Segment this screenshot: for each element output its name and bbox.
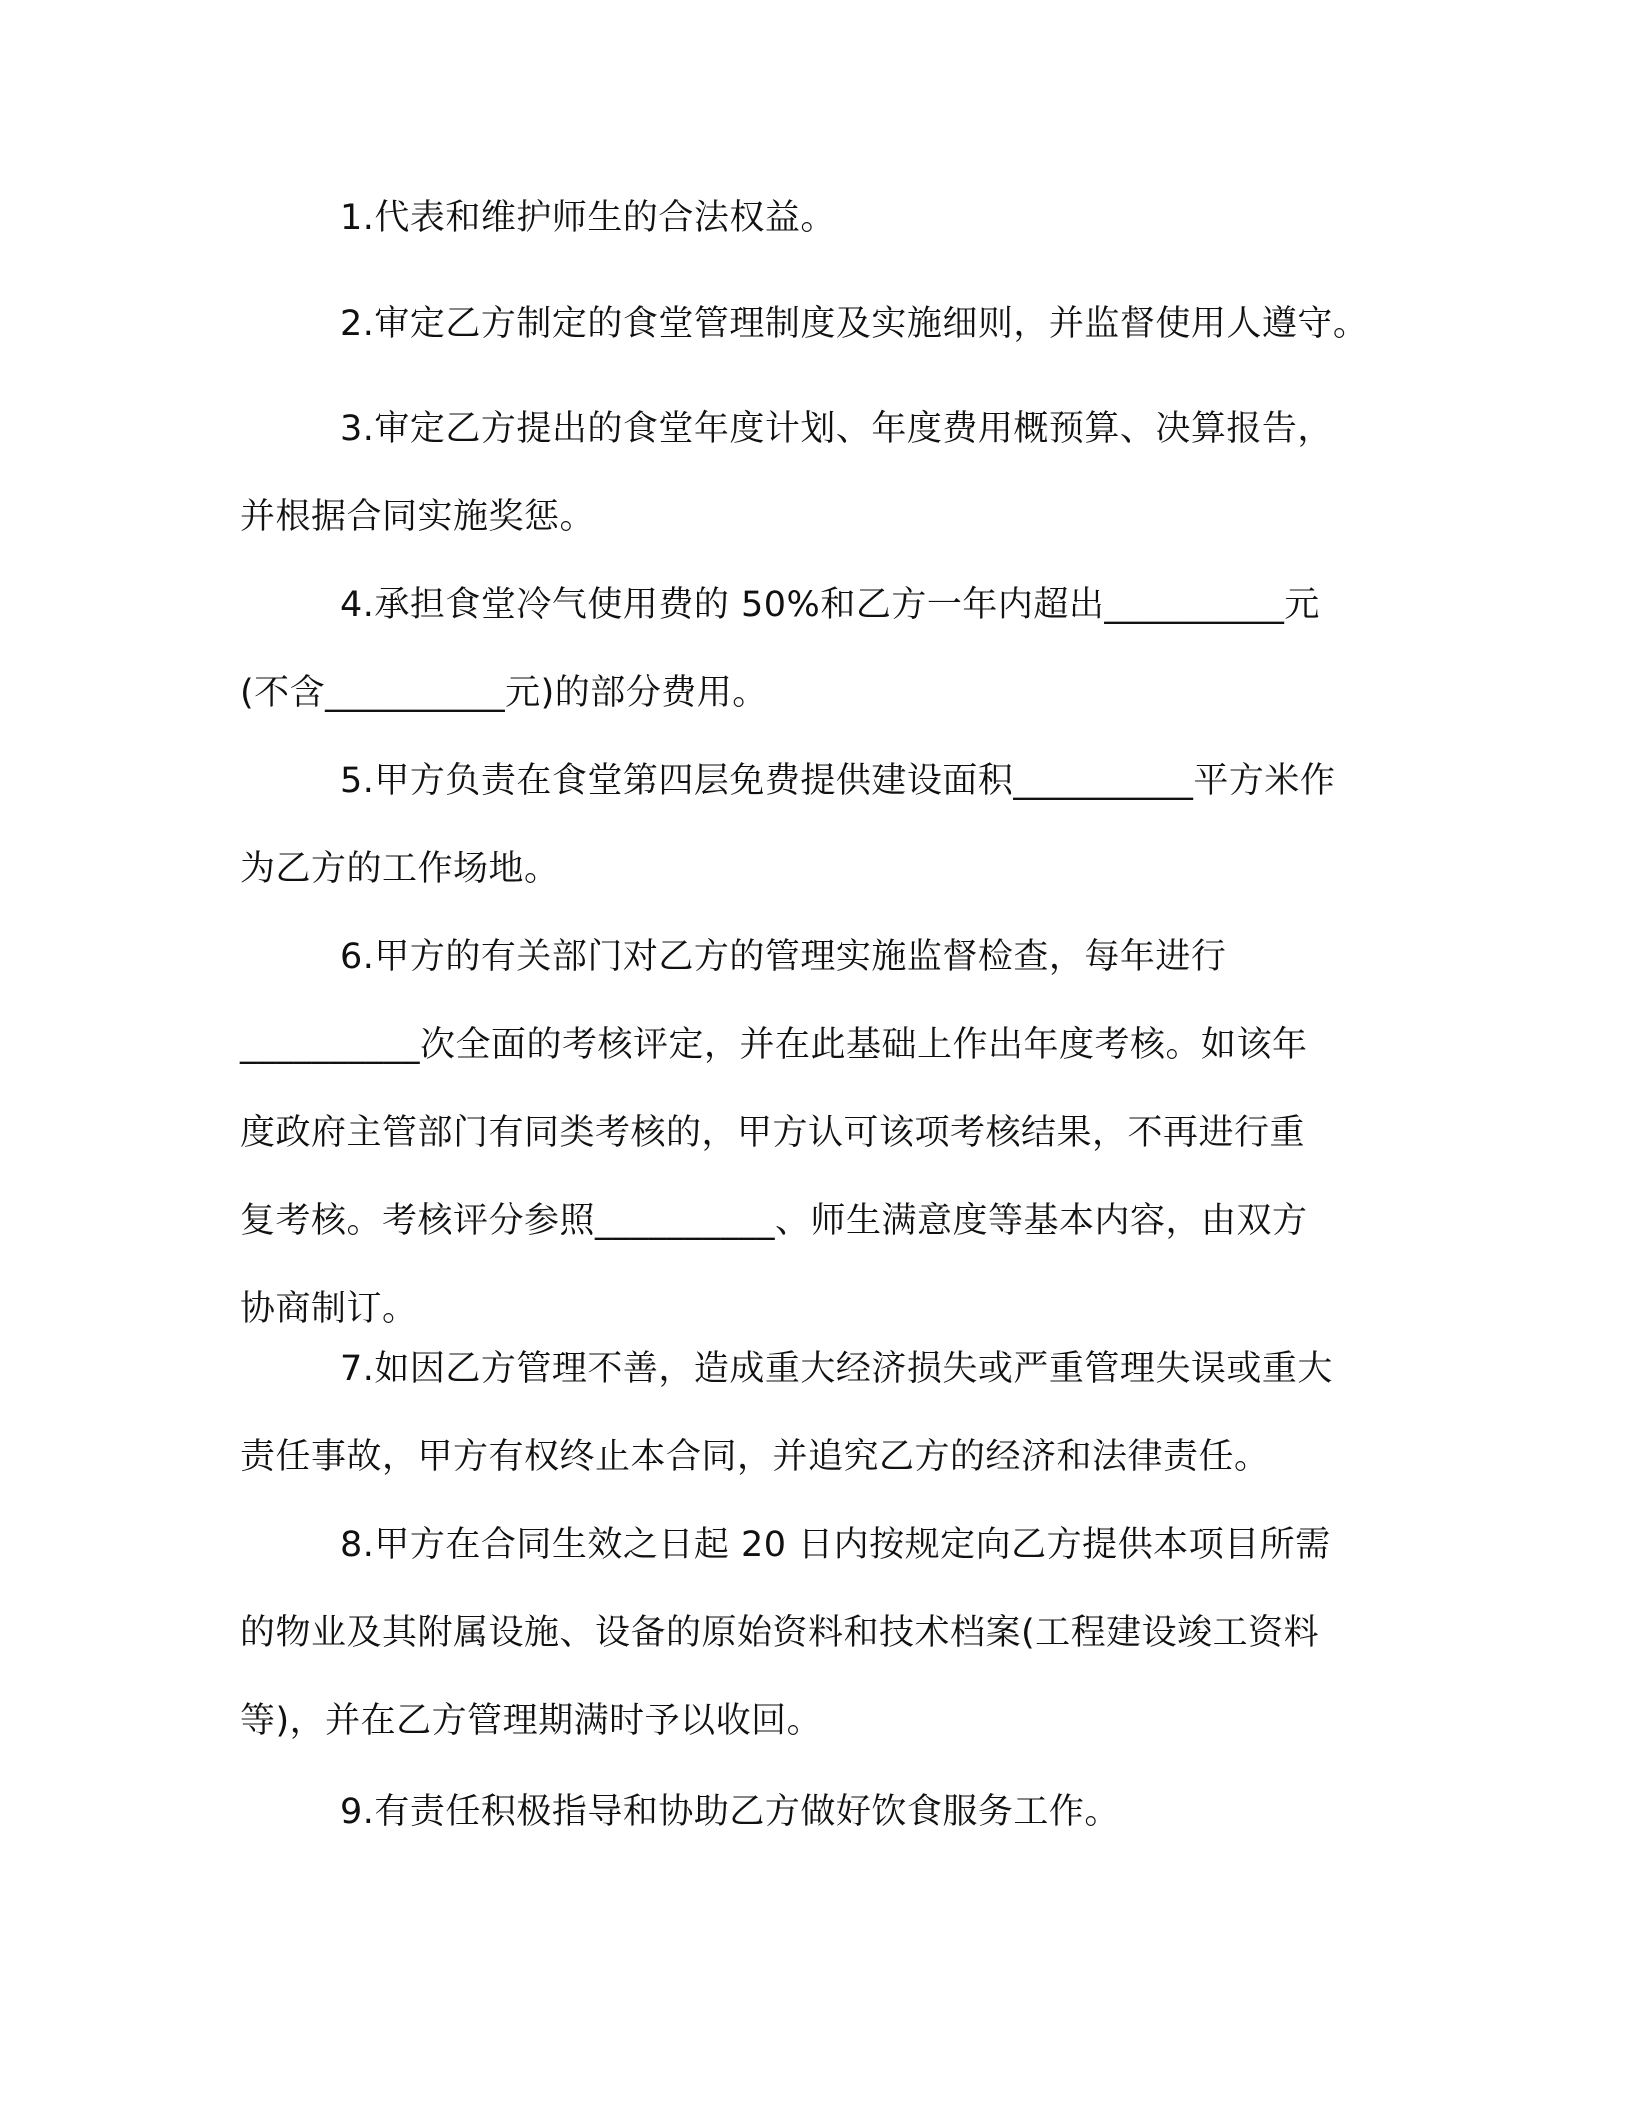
clause-line: 的物业及其附属设施、设备的原始资料和技术档案(工程建设竣工资料 <box>240 1613 1320 1653</box>
clause-6 <box>240 913 1370 1353</box>
clause-line: 7.如因乙方管理不善，造成重大经济损失或严重管理失误或重大 <box>340 1349 1333 1389</box>
clause-line: 等)，并在乙方管理期满时予以收回。 <box>240 1701 823 1741</box>
clause-2 <box>240 280 1370 368</box>
clause-4 <box>240 561 1370 737</box>
clause-line: 1.代表和维护师生的合法权益。 <box>340 198 836 238</box>
clause-line: 并根据合同实施奖惩。 <box>240 497 596 537</box>
clause-7 <box>240 1325 1370 1501</box>
clause-line: 8.甲方在合同生效之日起 20 日内按规定向乙方提供本项目所需 <box>340 1525 1331 1565</box>
clause-3 <box>240 385 1370 561</box>
clause-line: 为乙方的工作场地。 <box>240 849 560 889</box>
clause-line: 2.审定乙方制定的食堂管理制度及实施细则，并监督使用人遵守。 <box>340 304 1369 344</box>
clause-line: 6.甲方的有关部门对乙方的管理实施监督检查，每年进行 <box>340 937 1227 977</box>
clause-line: __________次全面的考核评定，并在此基础上作出年度考核。如该年 <box>240 1025 1308 1065</box>
clause-9 <box>240 1768 1370 1856</box>
clause-line: 5.甲方负责在食堂第四层免费提供建设面积__________平方米作 <box>340 761 1336 801</box>
clause-line: 复考核。考核评分参照__________、师生满意度等基本内容，由双方 <box>240 1201 1308 1241</box>
clause-line: 度政府主管部门有同类考核的，甲方认可该项考核结果，不再进行重 <box>240 1113 1306 1153</box>
clause-line: 协商制订。 <box>240 1289 418 1329</box>
clause-line: 责任事故，甲方有权终止本合同，并追究乙方的经济和法律责任。 <box>240 1437 1270 1477</box>
clause-5 <box>240 737 1370 913</box>
clause-line: 3.审定乙方提出的食堂年度计划、年度费用概预算、决算报告， <box>340 409 1333 449</box>
clause-line: 9.有责任积极指导和协助乙方做好饮食服务工作。 <box>340 1792 1120 1832</box>
clause-1 <box>240 174 1370 262</box>
clause-line: 4.承担食堂冷气使用费的 50%和乙方一年内超出__________元 <box>340 585 1320 625</box>
clause-line: (不含__________元)的部分费用。 <box>240 673 768 713</box>
clause-8 <box>240 1501 1370 1765</box>
